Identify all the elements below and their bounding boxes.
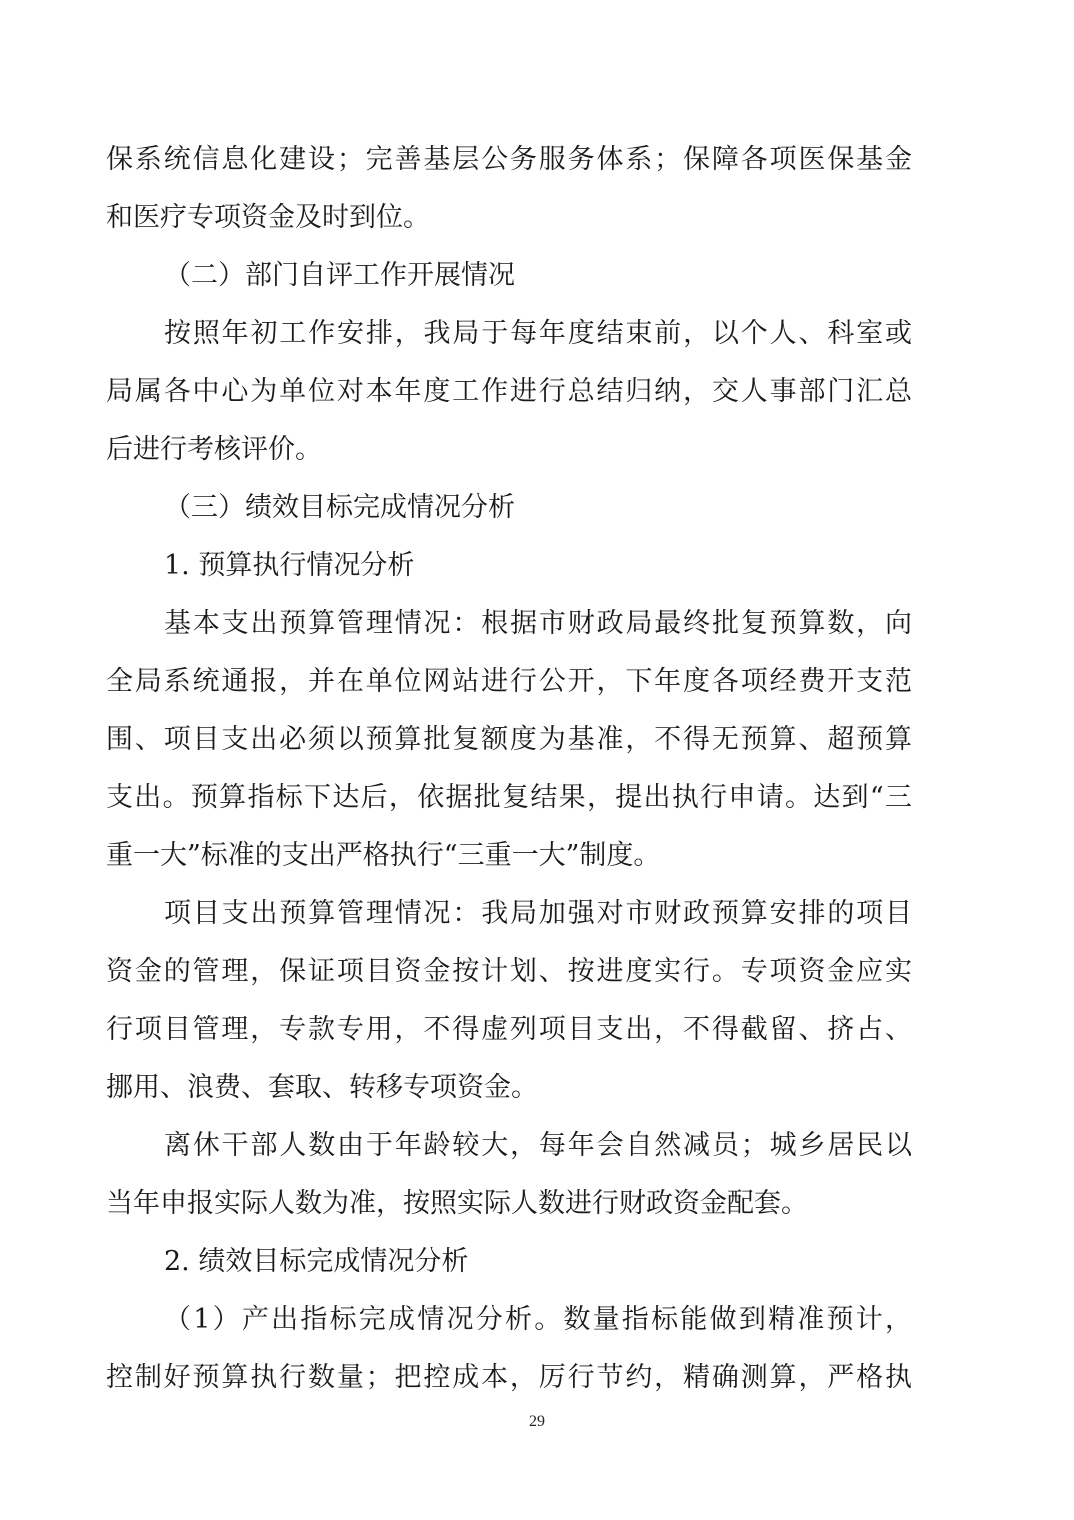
text-line: 资金的管理，保证项目资金按计划、按进度实行。专项资金应实 [106, 956, 912, 987]
text-line: 保系统信息化建设；完善基层公务服务体系；保障各项医保基金 [106, 144, 912, 175]
text-line: （1）产出指标完成情况分析。数量指标能做到精准预计， [164, 1304, 912, 1335]
text-line: 当年申报实际人数为准，按照实际人数进行财政资金配套。 [106, 1188, 808, 1219]
subsection-heading: 1. 预算执行情况分析 [164, 550, 415, 581]
text-line: 挪用、浪费、套取、转移专项资金。 [106, 1072, 538, 1103]
text-line: 行项目管理，专款专用，不得虚列项目支出，不得截留、挤占、 [106, 1014, 912, 1045]
text-line: 支出。预算指标下达后，依据批复结果，提出执行申请。达到“三 [106, 782, 912, 813]
text-line: 和医疗专项资金及时到位。 [106, 202, 430, 233]
section-heading: （三）绩效目标完成情况分析 [164, 492, 515, 523]
text-line: 局属各中心为单位对本年度工作进行总结归纳，交人事部门汇总 [106, 376, 912, 407]
text-line: 后进行考核评价。 [106, 434, 322, 465]
subsection-heading: 2. 绩效目标完成情况分析 [164, 1246, 469, 1277]
text-line: 全局系统通报，并在单位网站进行公开，下年度各项经费开支范 [106, 666, 912, 697]
text-line: 重一大”标准的支出严格执行“三重一大”制度。 [106, 840, 661, 871]
text-line: 围、项目支出必须以预算批复额度为基准，不得无预算、超预算 [106, 724, 912, 755]
text-line: 离休干部人数由于年龄较大，每年会自然减员；城乡居民以 [164, 1130, 912, 1161]
section-heading: （二）部门自评工作开展情况 [164, 260, 515, 291]
text-line: 基本支出预算管理情况：根据市财政局最终批复预算数，向 [164, 608, 912, 639]
page-number: 29 [529, 1413, 545, 1430]
text-line: 按照年初工作安排，我局于每年度结束前，以个人、科室或 [164, 318, 912, 349]
text-line: 控制好预算执行数量；把控成本，厉行节约，精确测算，严格执 [106, 1362, 912, 1393]
document-body [106, 131, 912, 1407]
text-line: 项目支出预算管理情况：我局加强对市财政预算安排的项目 [164, 898, 912, 929]
